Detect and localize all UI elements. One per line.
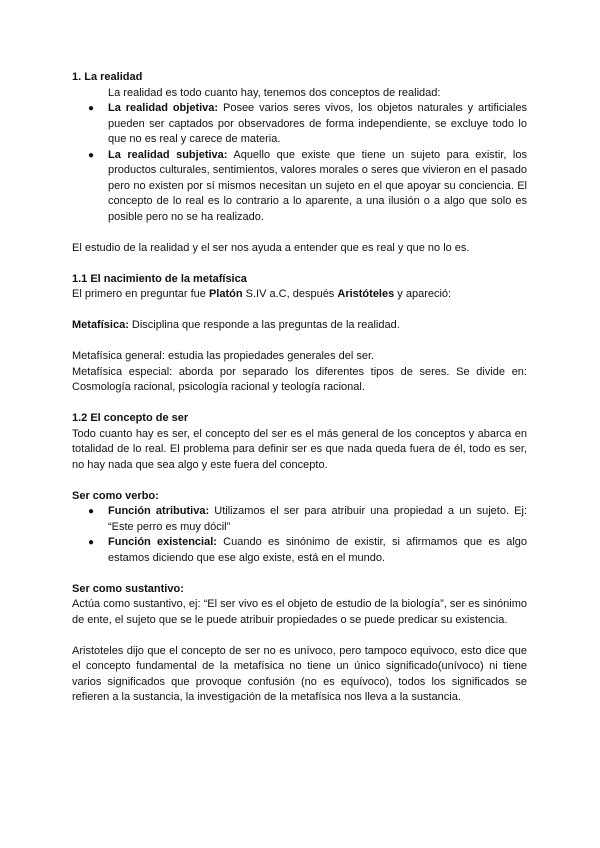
ser-sustantivo-heading: Ser como sustantivo: (72, 582, 184, 595)
term: Función existencial: (108, 536, 217, 548)
term: La realidad subjetiva: (108, 148, 228, 161)
aristotle-name: Aristóteles (337, 288, 395, 300)
item-text: Posee varios seres vivos, los objetos naturales y artificiales pueden ser captados por observadores de forma independiente, se excluye todo lo que no es real y carece de materia. (108, 102, 527, 145)
verbo-list (72, 504, 527, 566)
bullet-icon: ● (88, 103, 95, 114)
item-text: Utilizamos el ser para atribuir una propiedad a un sujeto. Ej: “Este perro es muy dócil” (108, 505, 527, 533)
term: Función atributiva: (108, 505, 210, 517)
list-item (72, 535, 527, 566)
metafisica-general: Metafísica general: estudia las propiedades generales del ser. (72, 350, 375, 362)
plato-name: Platón (208, 288, 243, 300)
section-1-heading: 1. La realidad (72, 71, 143, 83)
section-1-2-heading: 1.2 El concepto de ser (72, 412, 189, 424)
origin-line: El primero en preguntar fue Platón S.IV a.C, después Aristóteles y apareció: (72, 288, 452, 300)
ser-sustantivo-text: Actúa como sustantivo, ej: “El ser vivo es el objeto de estudio de la biología”, ser es sinónimo de ente, el sujeto que se le puede atribuir propiedades o se puede predicar su existencia. (72, 598, 527, 626)
list-item (72, 504, 527, 535)
bullet-icon: ● (88, 149, 95, 161)
item-text: Aquello que existe que tiene un sujeto para existir, los productos culturales, sentimientos, valores morales o seres que vivieron en el pasado pero no existen por sí mismos necesitan un sujeto en el que apoyar su conciencia. El concepto de lo real es lo contrario a lo aparente, a una ilusión o a algo que solo es posible pero no se ha realizado. (108, 148, 527, 223)
section-1-intro: La realidad es todo cuanto hay, tenemos dos conceptos de realidad: (108, 86, 441, 99)
ser-verbo-heading: Ser como verbo: (72, 489, 159, 502)
section-1-1-heading: 1.1 El nacimiento de la metafísica (72, 272, 247, 285)
realidad-list (72, 101, 527, 225)
list-item (72, 148, 527, 226)
metafisica-especial: Metafísica especial: aborda por separado los diferentes tipos de seres. Se divide en: Cosmología racional, psicología racional y teología racional. (72, 365, 527, 393)
item-text: Cuando es sinónimo de existir, si afirmamos que es algo estamos diciendo que ese algo existe, está en el mundo. (108, 536, 527, 564)
section-1-closing: El estudio de la realidad y el ser nos ayuda a entender que es real y que no lo es. (72, 241, 470, 254)
aristotle-paragraph: Aristoteles dijo que el concepto de ser no es unívoco, pero tampoco equivoco, esto dice que el concepto fundamental de la metafísica no tiene un único significado(unívoco) ni tiene varios significados que provoque confusión (no es equívoco), todos los significados se refieren a la sustancia, la investigación de la metafísica nos lleva a la sustancia. (72, 644, 527, 703)
bullet-icon: ● (88, 537, 95, 548)
list-item (72, 101, 527, 148)
term: La realidad objetiva: (108, 102, 219, 114)
section-1-2-paragraph: Todo cuanto hay es ser, el concepto del ser es el más general de los conceptos y abarca en totalidad de lo real. El problema para definir ser es que nada queda fuera de él, todo es ser, no hay nada que sea algo y este fuera del concepto. (72, 427, 527, 471)
metafisica-definition: Metafísica: Disciplina que responde a las preguntas de la realidad. (72, 319, 400, 331)
bullet-icon: ● (88, 506, 95, 517)
